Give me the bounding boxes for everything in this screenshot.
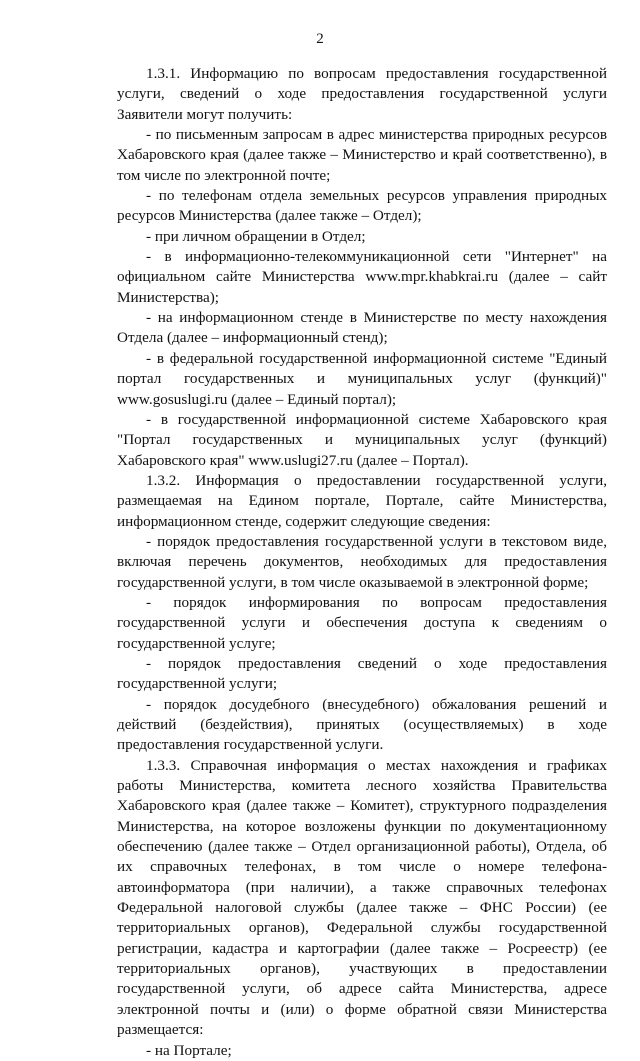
list-item-personal-visit: - при личном обращении в Отдел; — [146, 227, 366, 245]
paragraph-1-3-1: 1.3.1. Информацию по вопросам предоставления государственной услуги, сведений о ходе предоставления государственной услуги Заявители могут получить: — [117, 65, 607, 123]
list-item-appeal-procedure: - порядок досудебного (внесудебного) обжалования решений и действий (бездействия), принятых (осуществляемых) в ходе предоставления государственной услуги. — [117, 695, 607, 754]
page-number: 2 — [316, 31, 324, 47]
list-item-phone: - по телефонам отдела земельных ресурсов управления природных ресурсов Министерства (далее также – Отдел); — [117, 187, 607, 225]
list-item-on-portal: - на Портале; — [146, 1041, 232, 1059]
document-body — [117, 64, 607, 1061]
list-item-regional-portal: - в государственной информационной системе Хабаровского края "Портал государственных и муниципальных услуг (функций) Хабаровского края" www.uslugi27.ru (далее – Портал). — [117, 410, 607, 469]
paragraph-1-3-2: 1.3.2. Информация о предоставлении государственной услуги, размещаемая на Едином портале, Портале, сайте Министерства, информационном стенде, содержит следующие сведения: — [117, 471, 607, 530]
list-item-official-website: - в информационно-телекоммуникационной сети "Интернет" на официальном сайте Министерства www.mpr.khabkrai.ru (далее – сайт Министерства); — [117, 248, 607, 306]
paragraph-1-3-3: 1.3.3. Справочная информация о местах нахождения и графиках работы Министерства, комитета лесного хозяйства Правительства Хабаровского края (далее также – Комитет), структурного подразделения Министерства, на которое возложены функции по документационному обеспечению (далее также – Отдел организационной работы), Отдела, об их справочных телефонах, в том числе о номере телефона-автоинформатора (при наличии), а также справочных телефонах Федеральной налоговой службы (далее также – ФНС России) (ее территориальных органов), Федеральной службы государственной регистрации, кадастра и картографии (далее также – Росреестр) (ее территориальных органов), участвующих в предоставлении государственной услуги, об адресе сайта Министерства, адресе электронной почты и (или) о форме обратной связи Министерства размещается: — [117, 756, 607, 1039]
list-item-informing-procedure: - порядок информирования по вопросам предоставления государственной услуги и обеспечения доступа к сведениям о государственной услуге; — [117, 593, 607, 652]
list-item-progress-info: - порядок предоставления сведений о ходе предоставления государственной услуги; — [117, 654, 607, 693]
list-item-info-stand: - на информационном стенде в Министерстве по месту нахождения Отдела (далее – информационный стенд); — [117, 309, 607, 347]
list-item-unified-portal: - в федеральной государственной информационной системе "Единый портал государственных и муниципальных услуг (функций)" www.gosuslugi.ru (далее – Единый портал); — [117, 349, 607, 408]
list-item-written-requests: - по письменным запросам в адрес министерства природных ресурсов Хабаровского края (далее также – Министерство и край соответственно), в том числе по электронной почте; — [117, 126, 607, 184]
list-item-procedure-text: - порядок предоставления государственной услуги в текстовом виде, включая перечень документов, необходимых для предоставления государственной услуги, в том числе оказываемой в электронной форме; — [117, 532, 607, 591]
